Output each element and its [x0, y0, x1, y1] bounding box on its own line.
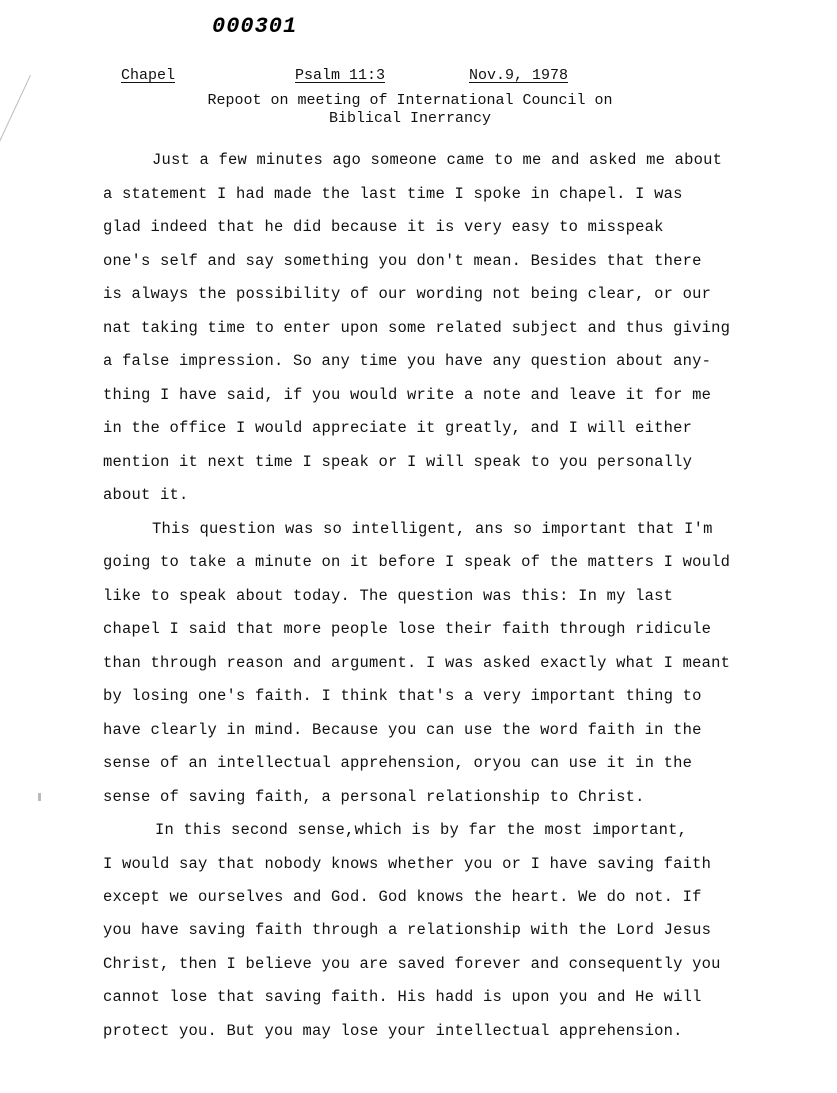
body-line: I would say that nobody knows whether you or I have saving faith — [103, 855, 712, 873]
body-line: except we ourselves and God. God knows the heart. We do not. If — [103, 888, 702, 906]
body-line: a false impression. So any time you have any question about any- — [103, 352, 712, 370]
body-line: Christ, then I believe you are saved forever and consequently you — [103, 955, 721, 973]
body-line: in the office I would appreciate it greatly, and I will either — [103, 419, 693, 437]
report-subtitle — [160, 92, 660, 128]
body-line: glad indeed that he did because it is very easy to misspeak — [103, 218, 664, 236]
body-line: In this second sense,which is by far the most important, — [155, 821, 688, 839]
body-line: protect you. But you may lose your intellectual apprehension. — [103, 1022, 683, 1040]
body-line: one's self and say something you don't mean. Besides that there — [103, 252, 702, 270]
body-line: chapel I said that more people lose their faith through ridicule — [103, 620, 712, 638]
body-line: thing I have said, if you would write a note and leave it for me — [103, 386, 712, 404]
body-line: nat taking time to enter upon some related subject and thus giving — [103, 319, 731, 337]
body-line: about it. — [103, 486, 189, 504]
body-line: a statement I had made the last time I spoke in chapel. I was — [103, 185, 683, 203]
body-line: like to speak about today. The question was this: In my last — [103, 587, 674, 605]
body-line: sense of an intellectual apprehension, oryou can use it in the — [103, 754, 693, 772]
heading-date: Nov.9, 1978 — [469, 67, 569, 84]
heading-chapel: Chapel — [121, 67, 176, 84]
body-line: This question was so intelligent, ans so important that I'm — [152, 520, 713, 538]
body-line: cannot lose that saving faith. His hadd is upon you and He will — [103, 988, 702, 1006]
margin-scan-speck — [38, 793, 41, 801]
margin-scan-mark — [0, 75, 31, 175]
body-line: than through reason and argument. I was asked exactly what I meant — [103, 654, 731, 672]
document-number: 000301 — [212, 14, 298, 39]
body-line: sense of saving faith, a personal relationship to Christ. — [103, 788, 645, 806]
body-line: you have saving faith through a relationship with the Lord Jesus — [103, 921, 712, 939]
body-line: by losing one's faith. I think that's a very important thing to — [103, 687, 702, 705]
body-line: have clearly in mind. Because you can use the word faith in the — [103, 721, 702, 739]
subtitle-line-1: Repoot on meeting of International Council on — [207, 92, 613, 109]
body-line: Just a few minutes ago someone came to me and asked me about — [152, 151, 723, 169]
body-line: is always the possibility of our wording not being clear, or our — [103, 285, 712, 303]
body-line: mention it next time I speak or I will speak to you personally — [103, 453, 693, 471]
body-line: going to take a minute on it before I speak of the matters I would — [103, 553, 731, 571]
subtitle-line-2: Biblical Inerrancy — [328, 110, 492, 127]
heading-scripture-reference: Psalm 11:3 — [295, 67, 386, 84]
